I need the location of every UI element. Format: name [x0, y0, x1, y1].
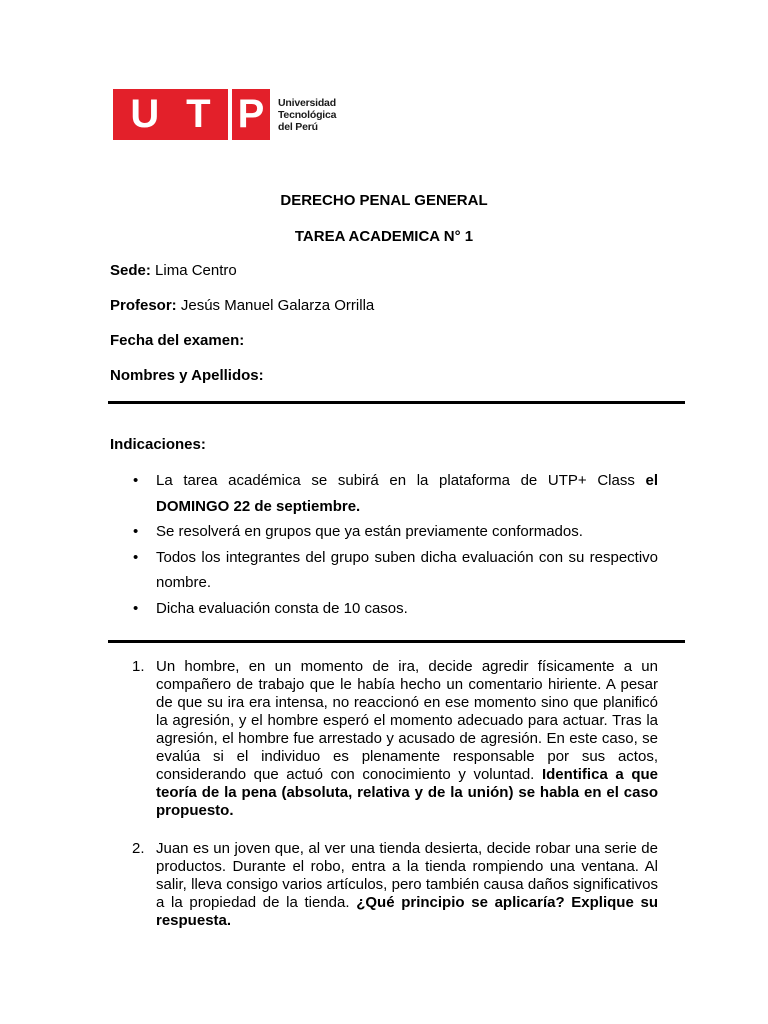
case-text: Un hombre, en un momento de ira, decide agredir físicamente a un compañero de trabajo que le había hecho un comentario hiriente. A pesar de que su ira era intensa, no reaccionó en ese momento sino que planificó la agresión, y el hombre esperó el momento adecuado para actuar. Tras la agresión, el hombre fue arrestado y acusado de agresión. En este caso, se evalúa si el individuo es plenamente responsable por sus actos, considerando que actuó con conocimiento y voluntad. [156, 658, 658, 783]
indicacion-bold: el DOMINGO 22 de septiembre. [156, 472, 658, 515]
utp-logo [113, 89, 336, 140]
divider [108, 401, 685, 404]
case-text: Juan es un joven que, al ver una tienda desierta, decide robar una serie de productos. Durante el robo, entra a la tienda rompiendo una ventana. Al salir, lleva consigo varios artículos, pero también causa daños significativos a la propiedad de la tienda. [156, 840, 658, 911]
indicacion-text: La tarea académica se subirá en la plataforma de UTP+ Class [156, 472, 646, 489]
logo-letter-u: U [130, 92, 160, 136]
indicacion-text: Todos los integrantes del grupo suben dicha evaluación con su respectivo nombre. [156, 548, 658, 591]
logo-letter-p: P [237, 92, 265, 136]
logo-ut-block [113, 89, 228, 140]
profesor-label: Profesor: [110, 297, 177, 314]
divider [108, 640, 685, 643]
case-item [132, 658, 658, 820]
profesor-value: Jesús Manuel Galarza Orrilla [176, 297, 375, 314]
logo-text-line: Tecnológica [278, 108, 337, 121]
indicacion-text: Se resolverá en grupos que ya están previamente conformados. [156, 523, 583, 540]
list-item [156, 468, 658, 519]
case-number: 1. [132, 658, 145, 675]
indicaciones-title: Indicaciones: [110, 436, 206, 453]
case-question: ¿Qué principio se aplicaría? Explique su respuesta. [156, 894, 658, 929]
profesor-field [110, 297, 374, 314]
assignment-title: TAREA ACADEMICA N° 1 [294, 228, 474, 245]
logo-university-name [278, 97, 336, 133]
logo-p-block [232, 89, 270, 140]
list-item [156, 519, 658, 545]
nombres-field [110, 367, 264, 384]
sede-field [110, 262, 237, 279]
nombres-label: Nombres y Apellidos: [110, 367, 264, 384]
course-title: DERECHO PENAL GENERAL [280, 192, 488, 209]
sede-label: Sede: [110, 262, 151, 279]
list-item [156, 596, 658, 622]
case-question: Identifica a que teoría de la pena (absoluta, relativa y de la unión) se habla en el caso propuesto. [156, 766, 658, 819]
case-number: 2. [132, 840, 145, 857]
case-item [132, 840, 658, 930]
logo-text-line: Universidad [278, 96, 336, 109]
logo-letter-t: T [186, 92, 211, 136]
indicacion-text: Dicha evaluación consta de 10 casos. [156, 599, 408, 617]
sede-value: Lima Centro [150, 262, 237, 279]
fecha-label: Fecha del examen: [110, 332, 245, 349]
indicaciones-list [156, 468, 658, 621]
logo-text-line: del Perú [278, 120, 318, 133]
list-item [156, 545, 658, 596]
fecha-field [110, 332, 244, 349]
